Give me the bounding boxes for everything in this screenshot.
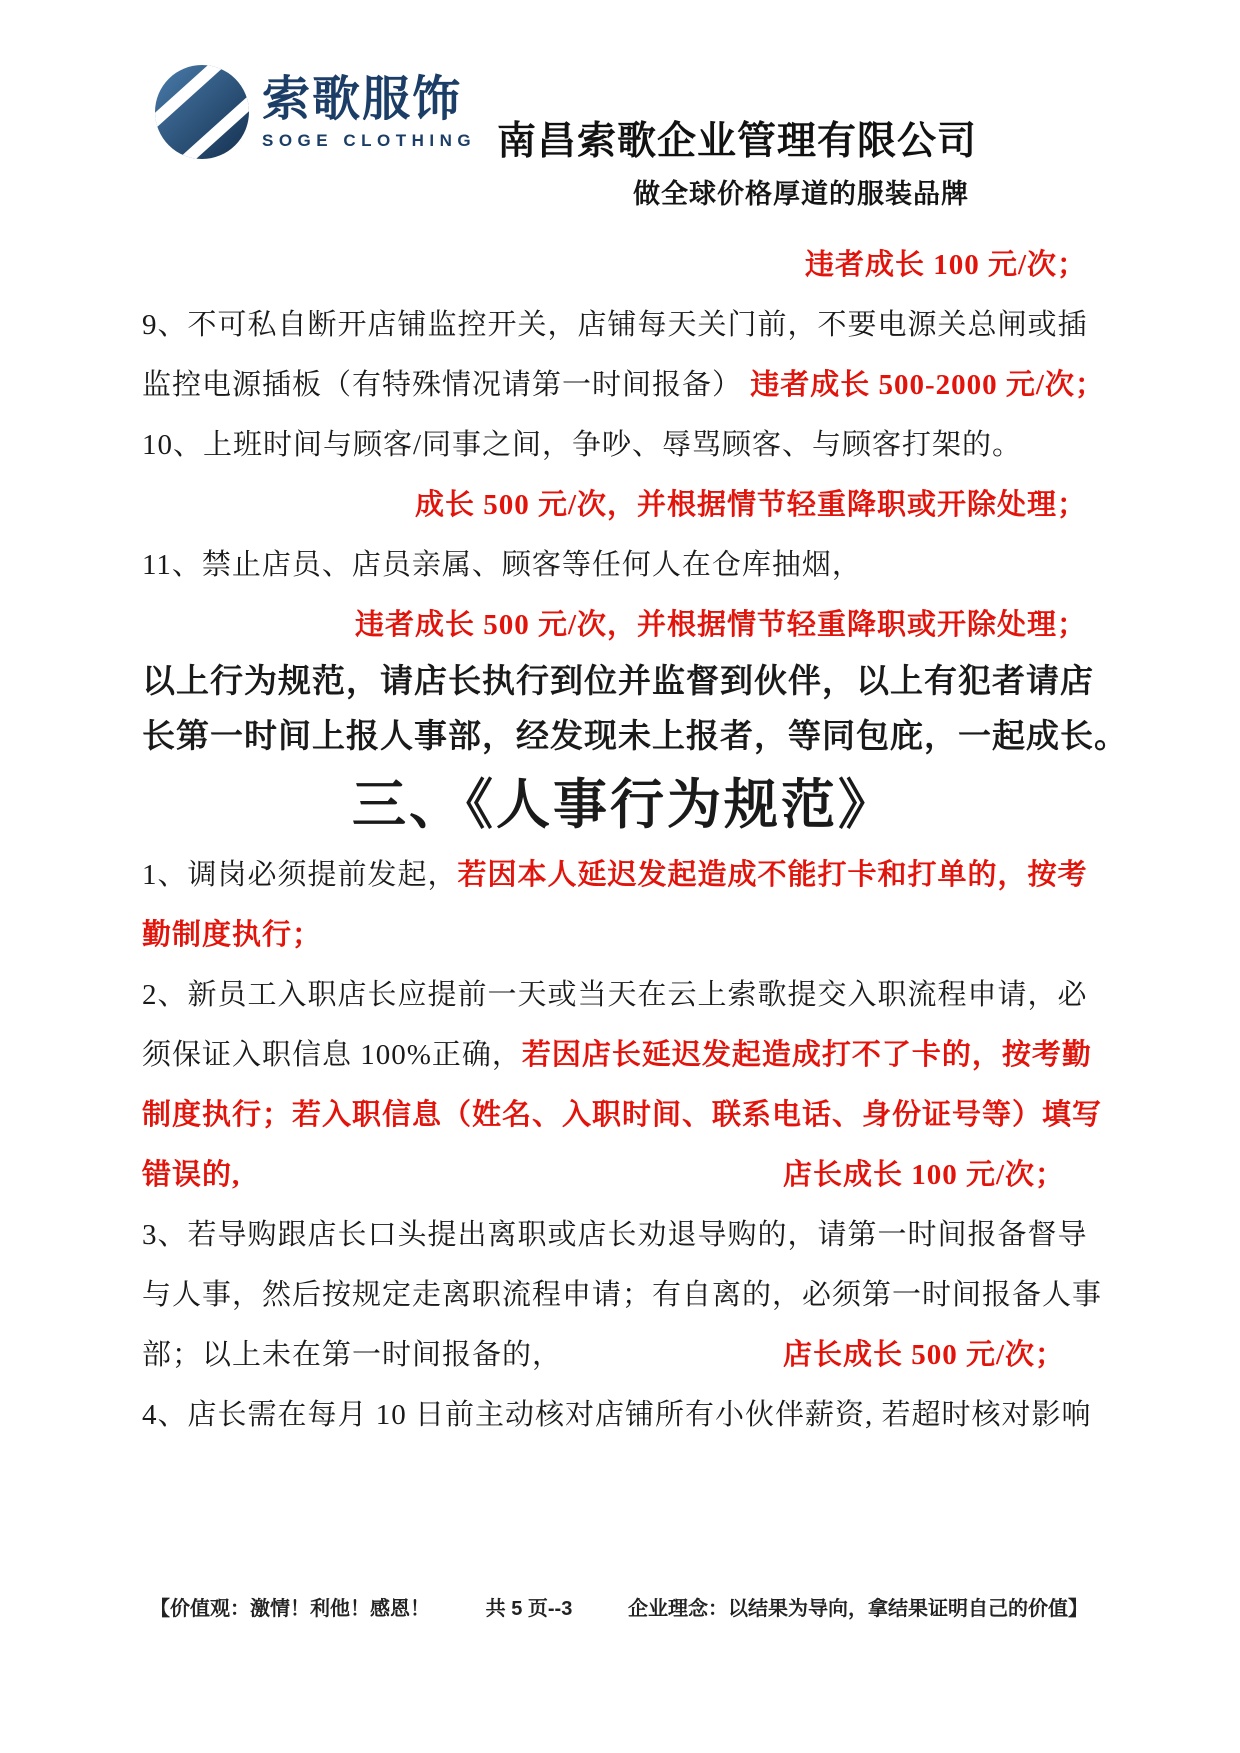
text-segment: 3、若导购跟店长口头提出离职或店长劝退导购的，请第一时间报备督导 (142, 1219, 1088, 1251)
doc-line (142, 415, 1105, 475)
penalty-text-segment: 违者成长 100 元/次； (804, 249, 1087, 281)
doc-line (142, 655, 1105, 710)
penalty-text-segment: 错误的, (142, 1159, 241, 1191)
text-segment: 部；以上未在第一时间报备的， (142, 1339, 563, 1371)
doc-line (142, 535, 1105, 595)
penalty-text-segment: 违者成长 500-2000 元/次； (750, 369, 1105, 401)
company-slogan: 做全球价格厚道的服装品牌 (633, 179, 969, 209)
text-segment: 1、调岗必须提前发起， (142, 859, 458, 891)
split-left (142, 1325, 562, 1385)
penalty-text-segment: 制度执行；若入职信息（姓名、入职时间、联系电话、身份证号等）填写 (142, 1099, 1103, 1131)
doc-line (142, 595, 1105, 655)
logo-text (262, 62, 476, 151)
penalty-text-segment: 成长 500 元/次，并根据情节轻重降职或开除处理； (414, 489, 1087, 521)
doc-line (142, 235, 1105, 295)
document-body (142, 235, 1128, 1445)
penalty-text-segment: 店长成长 500 元/次； (782, 1339, 1065, 1371)
penalty-text-segment: 若因店长延迟发起造成打不了卡的，按考勤 (521, 1039, 1092, 1071)
doc-line (142, 295, 1105, 355)
text-segment: 与人事，然后按规定走离职流程申请；有自离的，必须第一时间报备人事 (142, 1279, 1103, 1311)
penalty-text-segment: 勤制度执行； (142, 919, 323, 951)
doc-line (142, 475, 1105, 535)
penalty-text-segment: 店长成长 100 元/次； (782, 1159, 1065, 1191)
split-left (142, 1145, 240, 1205)
doc-line (142, 905, 1105, 965)
doc-line (142, 1145, 1105, 1205)
doc-line (142, 845, 1105, 905)
text-segment: 长第一时间上报人事部，经发现未上报者，等同包庇，一起成长。 (142, 719, 1128, 755)
footer-philosophy: 企业理念：以结果为导向，拿结果证明自己的价值】 (628, 1598, 1088, 1620)
text-segment: 以上行为规范，请店长执行到位并监督到伙伴，以上有犯者请店 (142, 664, 1094, 700)
penalty-text-segment: 违者成长 500 元/次，并根据情节轻重降职或开除处理； (354, 609, 1087, 641)
page-footer (150, 1592, 1088, 1621)
split-right (783, 1145, 1065, 1205)
penalty-text-segment: 若因本人延迟发起造成不能打卡和打单的，按考 (457, 859, 1088, 891)
footer-values: 【价值观：激情！利他！感恩！ (150, 1598, 430, 1620)
doc-line (142, 1025, 1105, 1085)
soge-logo-icon (152, 62, 252, 162)
section-heading (142, 765, 1105, 845)
text-segment: 监控电源插板（有特殊情况请第一时间报备） (142, 369, 751, 401)
text-segment: 须保证入职信息 100%正确， (142, 1039, 522, 1071)
company-title: 南昌索歌企业管理有限公司 (497, 120, 978, 163)
footer-page-indicator: 共 5 页--3 (485, 1598, 573, 1620)
doc-line (142, 965, 1105, 1025)
brand-name-cn: 索歌服饰 (262, 73, 463, 126)
text-segment: 三、《人事行为规范》 (352, 775, 895, 835)
text-segment: 2、新员工入职店长应提前一天或当天在云上索歌提交入职流程申请，必 (142, 979, 1088, 1011)
doc-line (142, 1205, 1105, 1265)
text-segment: 9、不可私自断开店铺监控开关，店铺每天关门前，不要电源关总闸或插 (142, 309, 1088, 341)
doc-line (142, 1265, 1105, 1325)
text-segment: 11、禁止店员、店员亲属、顾客等任何人在仓库抽烟， (142, 549, 862, 581)
text-segment: 4、店长需在每月 10 日前主动核对店铺所有小伙伴薪资, 若超时核对影响 (142, 1399, 1092, 1431)
doc-line (142, 1085, 1105, 1145)
text-segment: 10、上班时间与顾客/同事之间，争吵、辱骂顾客、与顾客打架的。 (142, 429, 1023, 461)
doc-line (142, 1325, 1105, 1385)
company-logo (152, 62, 476, 162)
split-right (783, 1325, 1065, 1385)
doc-line (142, 1385, 1105, 1445)
brand-name-en: SOGE CLOTHING (262, 131, 477, 150)
doc-line (142, 710, 1128, 765)
doc-line (142, 355, 1105, 415)
